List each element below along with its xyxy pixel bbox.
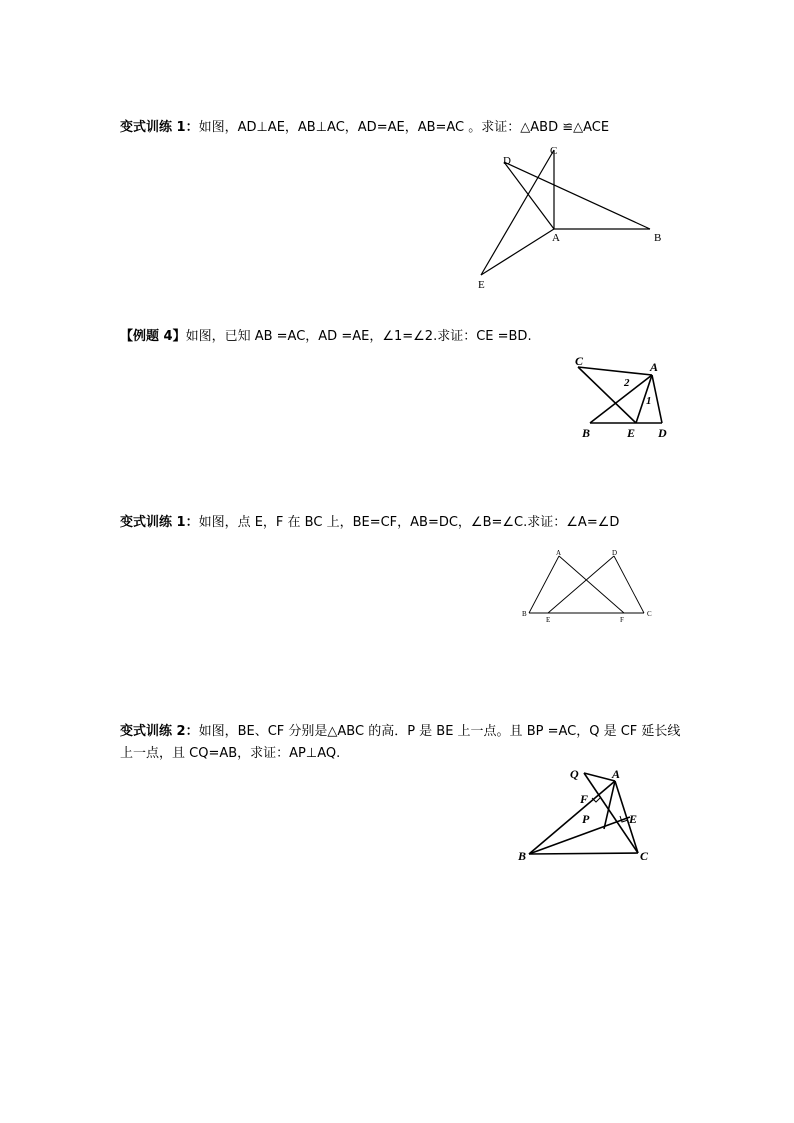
- point-label-B: B: [654, 232, 662, 244]
- point-label-C: C: [647, 610, 652, 618]
- problem-1-figure: [470, 140, 680, 300]
- point-label-D: D: [612, 549, 618, 557]
- point-label-E: E: [629, 812, 638, 826]
- problem-4-text: 如图，BE、CF 分别是△ABC 的高．P 是 BE 上一点。且 BP =AC，Q 是 CF 延长线: [198, 724, 681, 739]
- problem-4-text2: 上一点，且 CQ=AB，求证：AP⊥AQ.: [120, 746, 341, 761]
- point-label-B: B: [522, 610, 527, 618]
- problem-4-statement-cont: [120, 745, 340, 763]
- point-label-P: P: [582, 812, 590, 826]
- problem-3-label: 变式训练 1：: [120, 515, 199, 530]
- problem-3-statement: [120, 514, 619, 532]
- point-label-C: C: [575, 354, 584, 368]
- example-4-text: 如图，已知 AB =AC，AD =AE，∠1=∠2.求证：CE =BD.: [185, 329, 532, 344]
- example-4-figure: [570, 355, 690, 445]
- point-label-E: E: [627, 426, 636, 440]
- point-label-A: A: [650, 360, 659, 374]
- point-label-A: A: [612, 767, 621, 781]
- problem-4-statement: [120, 723, 680, 741]
- point-label-Q: Q: [570, 767, 579, 781]
- example-4-statement: [120, 328, 532, 346]
- problem-4-figure: [512, 762, 662, 872]
- point-label-F: F: [620, 616, 624, 624]
- angle-label-2: 2: [624, 377, 630, 389]
- problem-3-text: 如图，点 E，F 在 BC 上，BE=CF，AB=DC，∠B=∠C.求证：∠A=∠D: [198, 515, 620, 530]
- problem-1-statement: [120, 119, 609, 137]
- problem-3-figure: [518, 545, 658, 625]
- point-label-D: D: [658, 426, 667, 440]
- point-label-C: C: [550, 145, 558, 157]
- point-label-A: A: [556, 549, 562, 557]
- point-label-D: D: [503, 155, 511, 167]
- point-label-F: F: [580, 792, 589, 806]
- point-label-A: A: [552, 232, 560, 244]
- point-label-B: B: [582, 426, 591, 440]
- point-label-E: E: [546, 616, 551, 624]
- angle-label-1: 1: [646, 395, 652, 407]
- point-label-B: B: [518, 849, 527, 863]
- point-label-C: C: [640, 849, 649, 863]
- problem-1-label: 变式训练 1：: [120, 120, 199, 135]
- problem-1-text: 如图，AD⊥AE，AB⊥AC，AD=AE，AB=AC 。求证：△ABD ≌△ACE: [198, 120, 610, 135]
- problem-4-label: 变式训练 2：: [120, 724, 199, 739]
- point-label-E: E: [478, 279, 485, 291]
- example-4-label: 【例题 4】: [120, 329, 186, 344]
